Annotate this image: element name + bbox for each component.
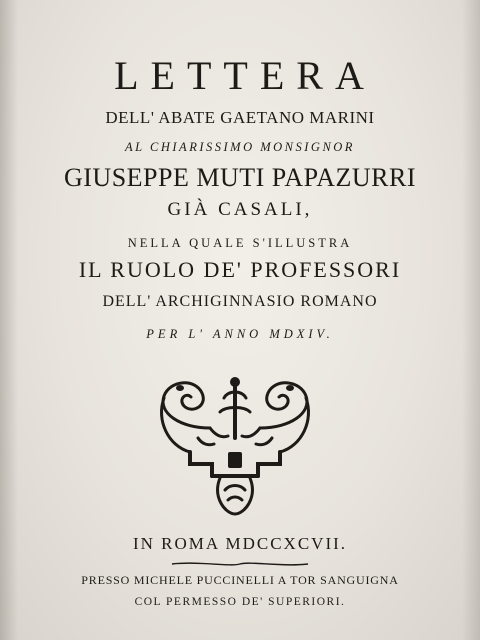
- heraldic-scroll-ornament-icon: [150, 368, 320, 518]
- subject-line: IL RUOLO DE' PROFESSORI: [78, 257, 402, 282]
- year-line: PER L' ANNO MDXIV.: [146, 327, 334, 341]
- institution-line: DELL' ARCHIGINNASIO ROMANO: [102, 293, 378, 310]
- recipient-name: GIUSEPPE MUTI PAPAZURRI: [64, 163, 416, 192]
- author-line: DELL' ABATE GAETANO MARINI: [105, 108, 375, 127]
- dedication-line: AL CHIARISSIMO MONSIGNOR: [125, 140, 355, 154]
- book-title: LETTERA: [114, 53, 376, 98]
- imprint-place-date: IN ROMA MDCCXCVII.: [132, 534, 348, 553]
- illustra-line: NELLA QUALE S'ILLUSTRA: [127, 236, 353, 250]
- decorative-rule-icon: [170, 560, 310, 568]
- imprint-printer: PRESSO MICHELE PUCCINELLI A TOR SANGUIGNA: [81, 573, 399, 587]
- recipient-subtitle: GIÀ CASALI,: [167, 199, 313, 220]
- imprint-license: COL PERMESSO DE' SUPERIORI.: [134, 596, 346, 608]
